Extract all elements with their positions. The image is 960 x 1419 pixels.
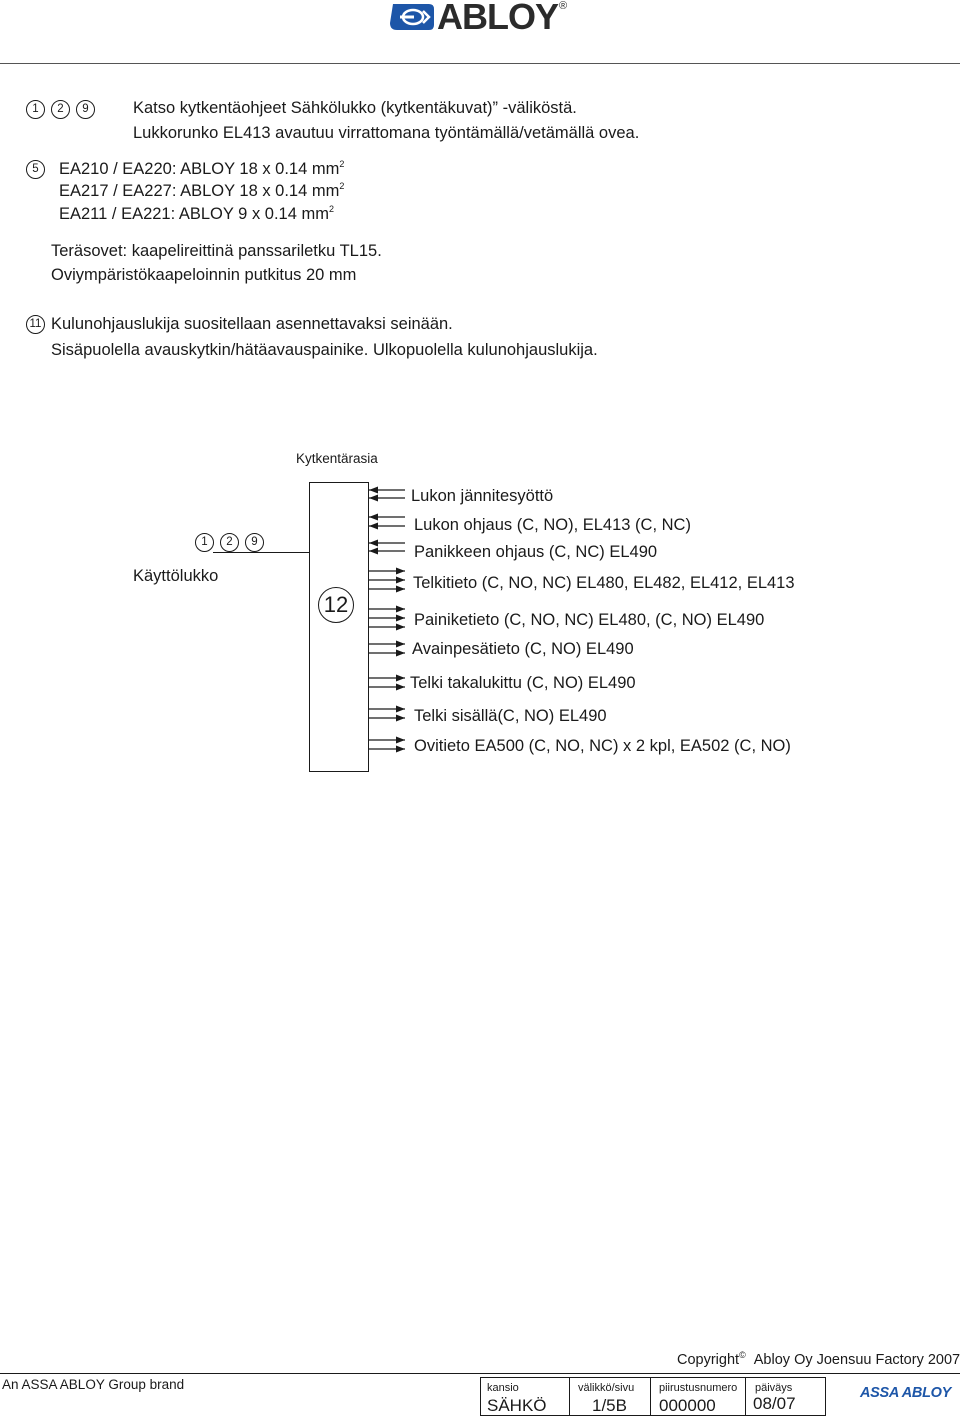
arrowhead	[396, 586, 405, 593]
arrowhead	[369, 523, 378, 530]
date-value: 08/07	[753, 1394, 796, 1413]
signal-label: Lukon ohjaus (C, NO), EL413 (C, NC)	[414, 516, 691, 534]
date-label: päiväys	[755, 1382, 793, 1394]
ref-circle-1: 1	[26, 100, 45, 119]
section-page-value: 1/5B	[592, 1396, 627, 1415]
signal-label: Telki takalukittu (C, NO) EL490	[410, 674, 636, 692]
title-divider	[745, 1378, 746, 1416]
arrowhead	[396, 577, 405, 584]
arrowhead	[369, 548, 378, 555]
steel-doors-note: Teräsovet: kaapelireittinä panssariletku TL15.	[51, 242, 382, 260]
signal-label: Ovitieto EA500 (C, NO, NC) x 2 kpl, EA502 (C, NO)	[414, 737, 791, 755]
footer-rule	[0, 1373, 960, 1374]
abloy-wordmark: ABLOY	[437, 0, 558, 37]
arrowhead	[396, 675, 405, 682]
arrowhead	[396, 706, 405, 713]
arrowhead	[369, 487, 378, 494]
drawing-number-label: piirustusnumero	[659, 1382, 738, 1394]
arrowhead	[396, 641, 405, 648]
arrowhead	[369, 514, 378, 521]
arrowhead	[396, 684, 405, 691]
ref-circle-9: 9	[76, 100, 95, 119]
reader-note-1: Kulunohjauslukija suositellaan asennettavaksi seinään.	[51, 315, 453, 333]
assa-abloy-logo: ASSA ABLOY	[860, 1385, 951, 1401]
cable-spec-2: EA217 / EA227: ABLOY 18 x 0.14 $mm^2$	[59, 181, 345, 200]
group-brand: An ASSA ABLOY Group brand	[2, 1377, 185, 1392]
lock-circle-1: 1	[195, 533, 214, 552]
copyright: Copyright© Abloy Oy Joensuu Factory 2007	[677, 1350, 960, 1368]
arrowhead	[369, 495, 378, 502]
signal-label: Lukon jännitesyöttö	[411, 487, 554, 505]
arrowhead	[396, 606, 405, 613]
lock-label: Käyttölukko	[133, 567, 219, 585]
cable-spec-3: EA211 / EA221: ABLOY 9 x 0.14 $mm^2$	[59, 204, 334, 223]
arrowhead	[396, 650, 405, 657]
section-page-label: välikkö/sivu	[578, 1382, 635, 1394]
title-divider	[569, 1378, 570, 1416]
drawing-number-value: 000000	[659, 1396, 716, 1415]
lock-circle-9: 9	[245, 533, 264, 552]
signal-label: Telki sisällä(C, NO) EL490	[414, 707, 607, 725]
folder-value: SÄHKÖ	[487, 1396, 547, 1415]
reader-note-2: Sisäpuolella avauskytkin/hätäavauspainike. Ulkopuolella kulunohjauslukija.	[51, 341, 598, 359]
ref-circle-2: 2	[51, 100, 70, 119]
arrowhead	[396, 615, 405, 622]
conduit-note: Oviympäristökaapeloinnin putkitus 20 mm	[51, 266, 357, 284]
arrowhead	[396, 715, 405, 722]
note-wiring-reference: Katso kytkentäohjeet Sähkölukko (kytkentäkuvat)” -väliköstä.	[133, 99, 577, 117]
folder-label: kansio	[487, 1382, 519, 1394]
registered-mark: ®	[559, 0, 568, 12]
signal-label: Panikkeen ohjaus (C, NC) EL490	[414, 543, 658, 561]
signal-label: Painiketieto (C, NO, NC) EL480, (C, NO) EL490	[414, 611, 765, 629]
title-block	[480, 1377, 826, 1416]
junction-box-title: Kytkentärasia	[296, 451, 378, 466]
signal-label: Telkitieto (C, NO, NC) EL480, EL482, EL412, EL413	[413, 574, 795, 592]
note-lock-body: Lukkorunko EL413 avautuu virrattomana työntämällä/vetämällä ovea.	[133, 124, 640, 142]
arrowhead	[369, 540, 378, 547]
arrowhead	[396, 746, 405, 753]
signal-label: Avainpesätieto (C, NO) EL490	[412, 640, 634, 658]
ref-circle-11: 11	[26, 315, 45, 334]
arrowhead	[396, 624, 405, 631]
junction-box-number: 12	[318, 587, 354, 623]
ref-circle-5: 5	[26, 160, 45, 179]
arrowhead	[396, 737, 405, 744]
arrowhead	[396, 568, 405, 575]
cable-spec-1: EA210 / EA220: ABLOY 18 x 0.14 $mm^2$	[59, 159, 345, 178]
title-divider	[650, 1378, 651, 1416]
lock-circle-2: 2	[220, 533, 239, 552]
